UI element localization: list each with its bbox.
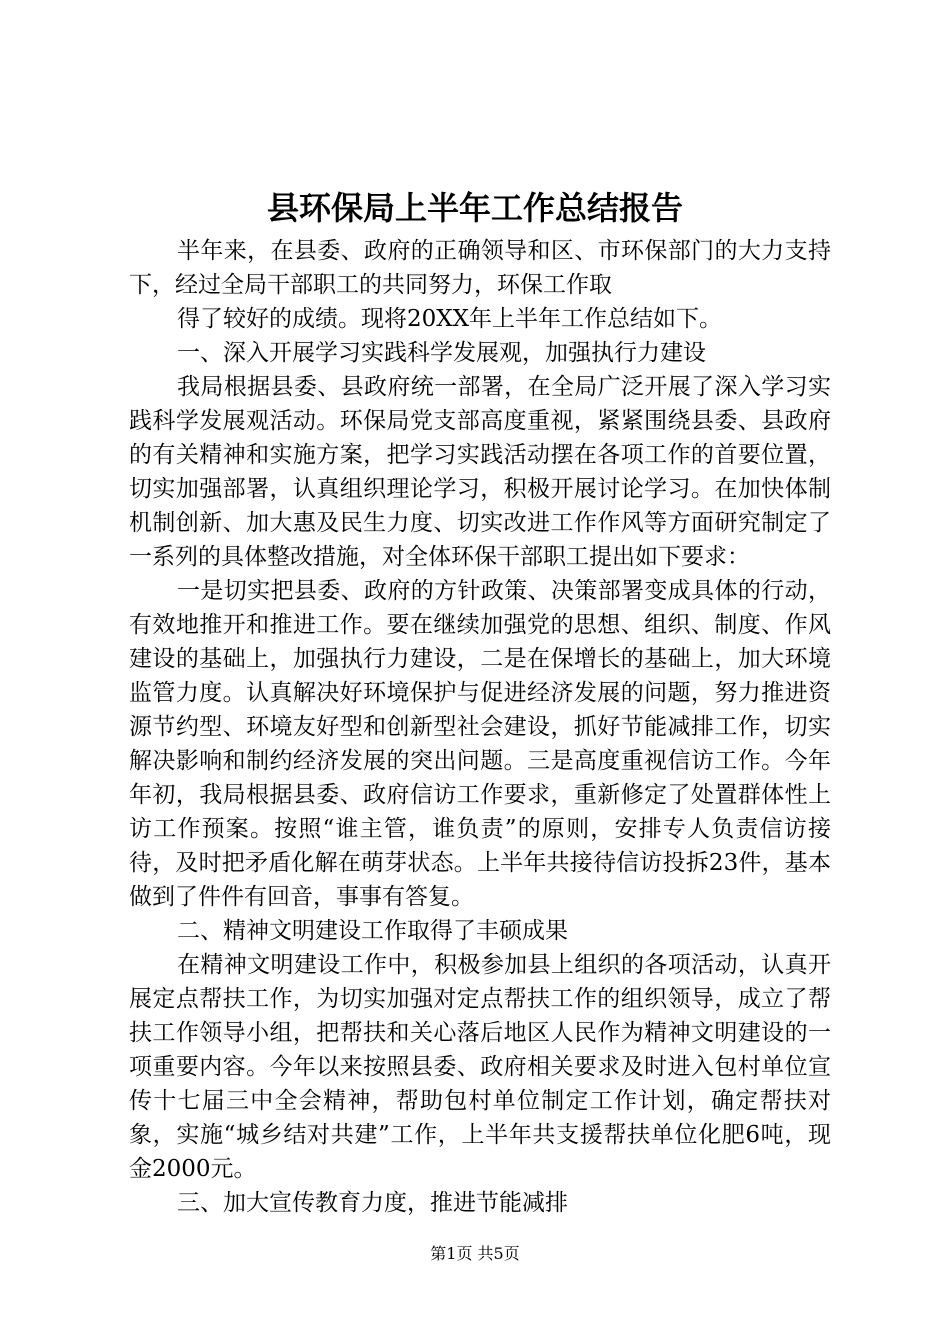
- section-3-heading: 三、加大宣传教育力度，推进节能减排: [177, 1190, 568, 1216]
- page-footer: 第1页 共5页: [430, 1244, 520, 1263]
- page-title: 县环保局上半年工作总结报告: [266, 189, 683, 227]
- section-2-heading: 二、精神文明建设工作取得了丰硕成果: [177, 918, 568, 944]
- intro-paragraph: 半年来，在县委、政府的正确领导和区、市环保部门的大力支持下，经过全局干部职工的共同努力，环保工作取: [129, 238, 831, 298]
- section-1-paragraph-2: 一是切实把县委、政府的方针政策、决策部署变成具体的行动，有效地推开和推进工作。要在继续加强党的思想、组织、制度、作风建设的基础上，加强执行力建设，二是在保增长的基础上，加大环境监管力度。认真解决好环境保护与促进经济发展的问题，努力推进资源节约型、环境友好型和创新型社会建设，抓好节能减排工作，切实解决影响和制约经济发展的突出问题。三是高度重视信访工作。今年年初，我局根据县委、政府信访工作要求，重新修定了处置群体性上访工作预案。按照“谁主管，谁负责”的原则，安排专人负责信访接待，及时把矛盾化解在萌芽状态。上半年共接待信访投拆23件，基本做到了件件有回音，事事有答复。: [129, 578, 831, 910]
- section-2-paragraph-1: 在精神文明建设工作中，积极参加县上组织的各项活动，认真开展定点帮扶工作，为切实加强对定点帮扶工作的组织领导，成立了帮扶工作领导小组，把帮扶和关心落后地区人民作为精神文明建设的一项重要内容。今年以来按照县委、政府相关要求及时进入包村单位宣传十七届三中全会精神，帮助包村单位制定工作计划，确定帮扶对象，实施“城乡结对共建”工作，上半年共支援帮扶单位化肥6吨，现金2000元。: [129, 952, 831, 1182]
- intro-paragraph-continued: 得了较好的成绩。现将20XX年上半年工作总结如下。: [177, 306, 723, 332]
- section-1-paragraph-1: 我局根据县委、县政府统一部署，在全局广泛开展了深入学习实践科学发展观活动。环保局党支部高度重视，紧紧围绕县委、县政府的有关精神和实施方案，把学习实践活动摆在各项工作的首要位置，切实加强部署，认真组织理论学习，积极开展讨论学习。在加快体制机制创新、加大惠及民生力度、切实改进工作作风等方面研究制定了一系列的具体整改措施，对全体环保干部职工提出如下要求：: [129, 374, 831, 570]
- section-1-heading: 一、深入开展学习实践科学发展观，加强执行力建设: [177, 340, 706, 366]
- document-body: [129, 234, 831, 1220]
